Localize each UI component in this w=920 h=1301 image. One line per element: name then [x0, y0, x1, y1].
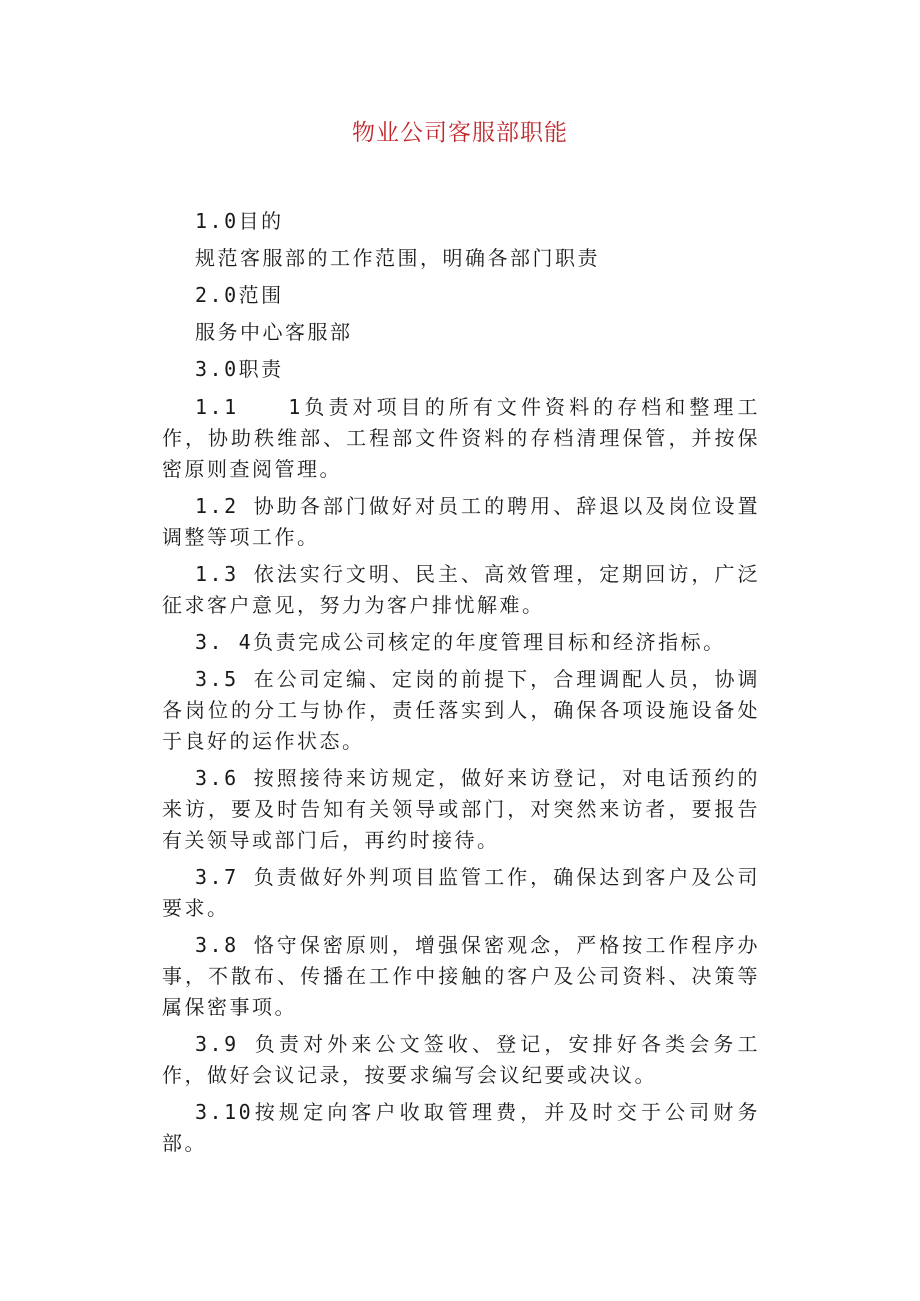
duty-item-1-3: 1.3 依法实行文明、民主、高效管理，定期回访，广泛征求客户意见，努力为客户排忧解难。 [162, 562, 760, 617]
section-2-text: 服务中心客服部 [195, 320, 353, 344]
duty-item-3-7: 3.7 负责做好外判项目监管工作，确保达到客户及公司要求。 [162, 865, 760, 920]
duty-item-3-4: 3. 4负责完成公司核定的年度管理目标和经济指标。 [195, 630, 726, 654]
document-body [162, 203, 760, 1165]
section-1-text: 规范客服部的工作范围，明确各部门职责 [195, 246, 600, 270]
duty-item-1-1: 1.1 1负责对项目的所有文件资料的存档和整理工作，协助秩维部、工程部文件资料的存档清理保管，并按保密原则查阅管理。 [162, 395, 760, 481]
duty-item-3-6: 3.6 按照接待来访规定，做好来访登记，对电话预约的来访，要及时告知有关领导或部门，对突然来访者，要报告有关领导或部门后，再约时接待。 [162, 766, 760, 852]
duty-item-3-10: 3.10按规定向客户收取管理费，并及时交于公司财务部。 [162, 1100, 760, 1155]
duty-item-3-5: 3.5 在公司定编、定岗的前提下，合理调配人员，协调各岗位的分工与协作，责任落实到人，确保各项设施设备处于良好的运作状态。 [162, 667, 760, 753]
duty-item-1-2: 1.2 协助各部门做好对员工的聘用、辞退以及岗位设置调整等项工作。 [162, 494, 760, 549]
document-title: 物业公司客服部职能 [352, 120, 568, 146]
section-1-heading: 1.0目的 [195, 209, 284, 233]
duty-item-3-8: 3.8 恪守保密原则，增强保密观念，严格按工作程序办事，不散布、传播在工作中接触的客户及公司资料、决策等属保密事项。 [162, 933, 760, 1019]
duty-item-3-9: 3.9 负责对外来公文签收、登记，安排好各类会务工作，做好会议记录，按要求编写会议纪要或决议。 [162, 1032, 760, 1087]
section-3-heading: 3.0职责 [195, 357, 284, 381]
section-2-heading: 2.0范围 [195, 283, 284, 307]
